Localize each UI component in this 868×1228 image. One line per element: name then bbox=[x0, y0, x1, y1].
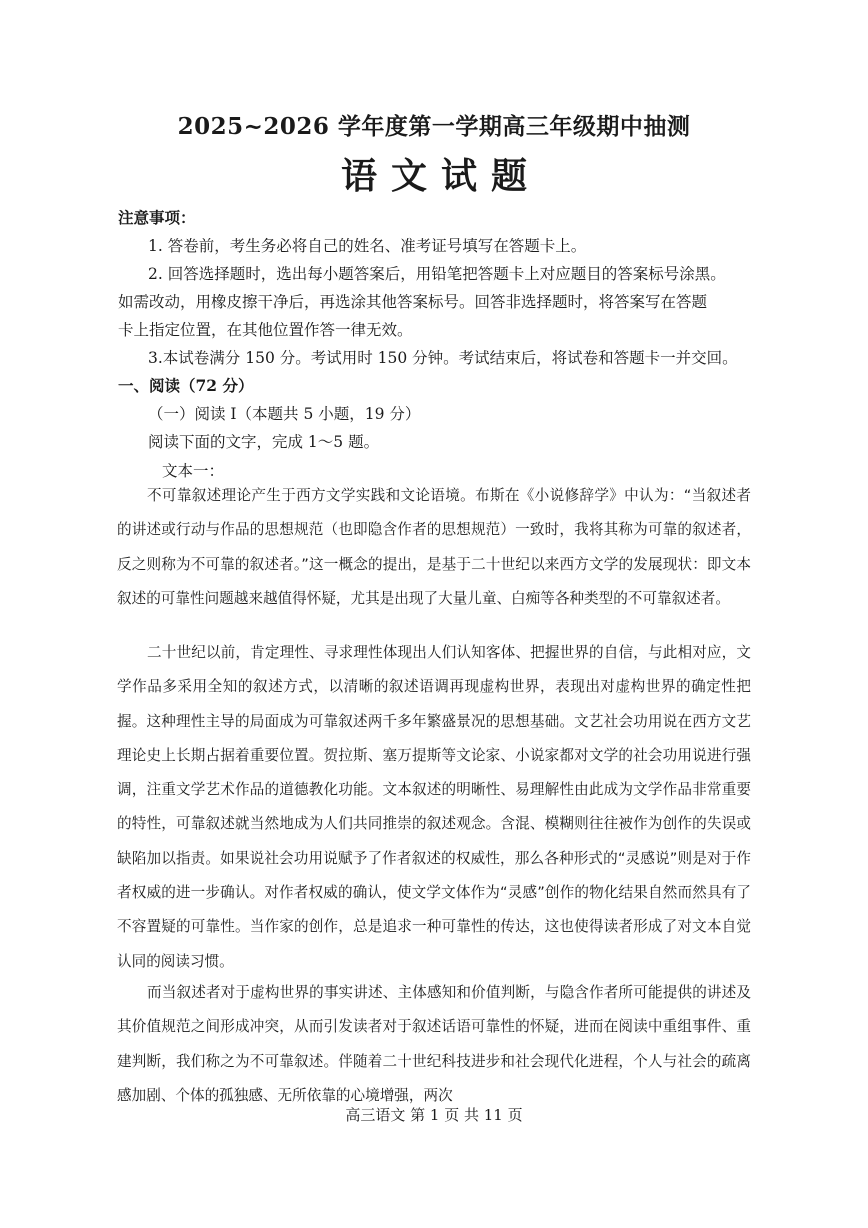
article-paragraph-1: 不可靠叙述理论产生于西方文学实践和文论语境。布斯在《小说修辞学》中认为：“当叙述者的讲述或行动与作品的思想规范（也即隐含作者的思想规范）一致时，我将其称为可靠的叙述者，反之则称为不可靠的叙述者。”这一概念的提出，是基于二十世纪以来西方文学的发展现状：即文本叙述的可靠性问题越来越值得怀疑，尤其是出现了大量儿童、白痴等各种类型的不可靠叙述者。 bbox=[117, 487, 751, 607]
notice-item-1: 1. 答卷前，考生务必将自己的姓名、准考证号填写在答题卡上。 bbox=[148, 237, 587, 255]
notice-heading: 注意事项： bbox=[118, 208, 196, 227]
article-paragraph-2: 二十世纪以前，肯定理性、寻求理性体现出人们认知客体、把握世界的自信，与此相对应，文学作品多采用全知的叙述方式，以清晰的叙述语调再现虚构世界，表现出对虚构世界的确定性把握。这种理性主导的局面成为可靠叙述两千多年繁盛景况的思想基础。文艺社会功用说在西方文艺理论史上长期占据着重要位置。贺拉斯、塞万提斯等文论家、小说家都对文学的社会功用说进行强调，注重文学艺术作品的道德教化功能。文本叙述的明晰性、易理解性由此成为文学作品非常重要的特性，可靠叙述就当然地成为人们共同推崇的叙述观念。含混、模糊则往往被作为创作的失误或缺陷加以指责。如果说社会功用说赋予了作者叙述的权威性，那么各种形式的“灵感说”则是对于作者权威的进一步确认。对作者权威的确认，使文学文体作为“灵感”创作的物化结果自然而然具有了不容置疑的可靠性。当作家的创作，总是追求一种可靠性的传达，这也使得读者形成了对文本自觉认同的阅读习惯。 bbox=[117, 644, 751, 970]
article-paragraph-3: 而当叙述者对于虚构世界的事实讲述、主体感知和价值判断，与隐含作者所可能提供的讲述及其价值规范之间形成冲突，从而引发读者对于叙述话语可靠性的怀疑，进而在阅读中重组事件、重建判断，我们称之为不可靠叙述。伴随着二十世纪科技进步和社会现代化进程，个人与社会的疏离感加剧、个体的孤独感、无所依靠的心境增强，两次 bbox=[117, 984, 751, 1104]
exam-title: 2025~2026 学年度第一学期高三年级期中抽测 bbox=[177, 113, 691, 140]
reading-instruction: 阅读下面的文字，完成 1～5 题。 bbox=[148, 433, 380, 451]
page-footer: 高三语文 第 1 页 共 11 页 bbox=[345, 1106, 523, 1124]
section-subtitle: （一）阅读 I（本题共 5 小题，19 分） bbox=[148, 405, 421, 423]
text-label: 文本一： bbox=[162, 462, 225, 480]
notice-item-2-line-3: 卡上指定位置，在其他位置作答一律无效。 bbox=[118, 321, 413, 339]
section-title: 一、阅读（72 分） bbox=[118, 376, 254, 395]
notice-item-3: 3.本试卷满分 150 分。考试用时 150 分钟。考试结束后，将试卷和答题卡一并交回。 bbox=[148, 349, 738, 367]
notice-item-2-line-1: 2. 回答选择题时，选出每小题答案后，用铅笔把答题卡上对应题目的答案标号涂黑。 bbox=[148, 265, 726, 283]
notice-item-2-line-2: 如需改动，用橡皮擦干净后，再选涂其他答案标号。回答非选择题时，将答案写在答题 bbox=[118, 293, 708, 311]
subject-title: 语文试题 bbox=[340, 155, 541, 197]
